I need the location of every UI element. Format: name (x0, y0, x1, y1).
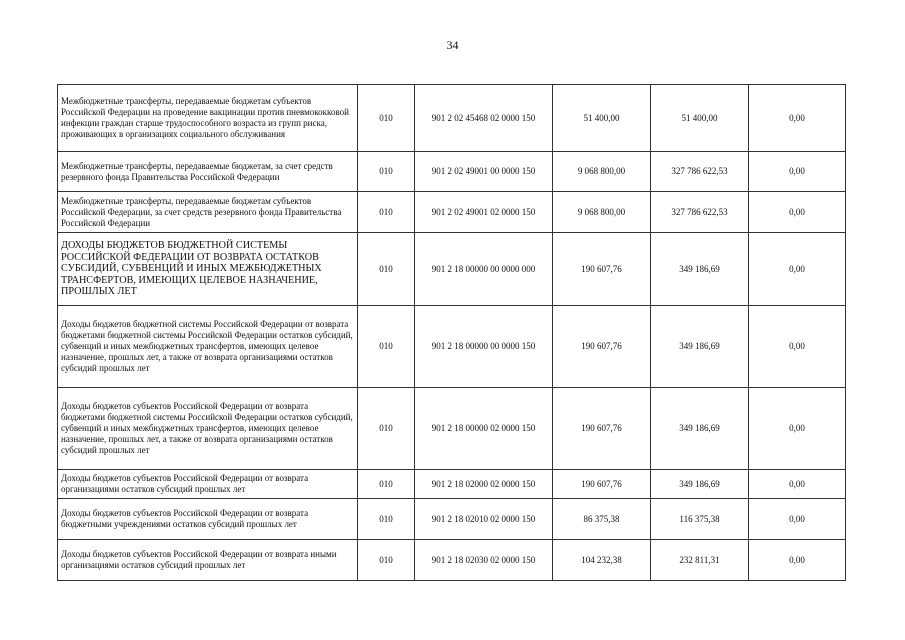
row-percent: 0,00 (749, 499, 846, 540)
table-row (58, 499, 846, 540)
row-admin-code: 010 (358, 233, 415, 306)
row-plan-amount: 86 375,38 (553, 499, 651, 540)
row-percent: 0,00 (749, 85, 846, 152)
row-budget-code: 901 2 18 02030 02 0000 150 (415, 540, 553, 581)
row-plan-amount: 190 607,76 (553, 233, 651, 306)
row-percent: 0,00 (749, 470, 846, 499)
page-number: 34 (446, 38, 459, 52)
row-name: Межбюджетные трансферты, передаваемые бюджетам, за счет средств резервного фонда Правительства Российской Федерации (58, 152, 358, 192)
row-name: Доходы бюджетов субъектов Российской Федерации от возврата организациями остатков субсидий прошлых лет (58, 470, 358, 499)
row-fact-amount: 116 375,38 (651, 499, 749, 540)
row-name: Доходы бюджетов субъектов Российской Федерации от возврата бюджетными учреждениями остатков субсидий прошлых лет (58, 499, 358, 540)
row-fact-amount: 349 186,69 (651, 470, 749, 499)
row-admin-code: 010 (358, 388, 415, 470)
row-name: Доходы бюджетов субъектов Российской Федерации от возврата бюджетами бюджетной системы Российской Федерации остатков субсидий, субвенций и иных межбюджетных трансфертов, имеющих целевое назначение, прошлых лет, а также от возврата организациями остатков субсидий прошлых лет (58, 388, 358, 470)
table-row (58, 85, 846, 152)
row-name: Доходы бюджетов бюджетной системы Российской Федерации от возврата бюджетами бюджетной системы Российской Федерации остатков субсидий, субвенций и иных межбюджетных трансфертов, имеющих целевое назначение, прошлых лет, а также от возврата организациями остатков субсидий прошлых лет (58, 306, 358, 388)
row-fact-amount: 51 400,00 (651, 85, 749, 152)
row-admin-code: 010 (358, 192, 415, 233)
row-fact-amount: 232 811,31 (651, 540, 749, 581)
table-row (58, 306, 846, 388)
revenue-table (57, 84, 846, 581)
row-plan-amount: 190 607,76 (553, 306, 651, 388)
row-budget-code: 901 2 18 02010 02 0000 150 (415, 499, 553, 540)
row-plan-amount: 9 068 800,00 (553, 152, 651, 192)
row-plan-amount: 9 068 800,00 (553, 192, 651, 233)
row-budget-code: 901 2 18 00000 02 0000 150 (415, 388, 553, 470)
row-admin-code: 010 (358, 499, 415, 540)
table-row (58, 152, 846, 192)
row-budget-code: 901 2 02 49001 00 0000 150 (415, 152, 553, 192)
row-fact-amount: 327 786 622,53 (651, 192, 749, 233)
row-percent: 0,00 (749, 388, 846, 470)
row-plan-amount: 51 400,00 (553, 85, 651, 152)
row-plan-amount: 190 607,76 (553, 470, 651, 499)
row-admin-code: 010 (358, 540, 415, 581)
row-budget-code: 901 2 18 02000 02 0000 150 (415, 470, 553, 499)
row-admin-code: 010 (358, 306, 415, 388)
row-admin-code: 010 (358, 152, 415, 192)
row-plan-amount: 190 607,76 (553, 388, 651, 470)
row-admin-code: 010 (358, 85, 415, 152)
row-name: ДОХОДЫ БЮДЖЕТОВ БЮДЖЕТНОЙ СИСТЕМЫ РОССИЙСКОЙ ФЕДЕРАЦИИ ОТ ВОЗВРАТА ОСТАТКОВ СУБСИДИЙ, СУБВЕНЦИЙ И ИНЫХ МЕЖБЮДЖЕТНЫХ ТРАНСФЕРТОВ, ИМЕЮЩИХ ЦЕЛЕВОЕ НАЗНАЧЕНИЕ, ПРОШЛЫХ ЛЕТ (58, 233, 358, 306)
row-admin-code: 010 (358, 470, 415, 499)
row-fact-amount: 349 186,69 (651, 306, 749, 388)
table-row (58, 470, 846, 499)
row-percent: 0,00 (749, 306, 846, 388)
row-budget-code: 901 2 02 49001 02 0000 150 (415, 192, 553, 233)
row-percent: 0,00 (749, 540, 846, 581)
table-row (58, 233, 846, 306)
row-name: Межбюджетные трансферты, передаваемые бюджетам субъектов Российской Федерации, за счет средств резервного фонда Правительства Российской Федерации (58, 192, 358, 233)
row-percent: 0,00 (749, 233, 846, 306)
row-name: Доходы бюджетов субъектов Российской Федерации от возврата иными организациями остатков субсидий прошлых лет (58, 540, 358, 581)
table-row (58, 388, 846, 470)
table-row (58, 540, 846, 581)
row-fact-amount: 327 786 622,53 (651, 152, 749, 192)
row-budget-code: 901 2 18 00000 00 0000 150 (415, 306, 553, 388)
row-budget-code: 901 2 02 45468 02 0000 150 (415, 85, 553, 152)
table-row (58, 192, 846, 233)
row-percent: 0,00 (749, 152, 846, 192)
row-fact-amount: 349 186,69 (651, 233, 749, 306)
row-plan-amount: 104 232,38 (553, 540, 651, 581)
row-name: Межбюджетные трансферты, передаваемые бюджетам субъектов Российской Федерации на проведение вакцинации против пневмококковой инфекции граждан старше трудоспособного возраста из групп риска, проживающих в организациях социального обслуживания (58, 85, 358, 152)
row-percent: 0,00 (749, 192, 846, 233)
row-fact-amount: 349 186,69 (651, 388, 749, 470)
row-budget-code: 901 2 18 00000 00 0000 000 (415, 233, 553, 306)
